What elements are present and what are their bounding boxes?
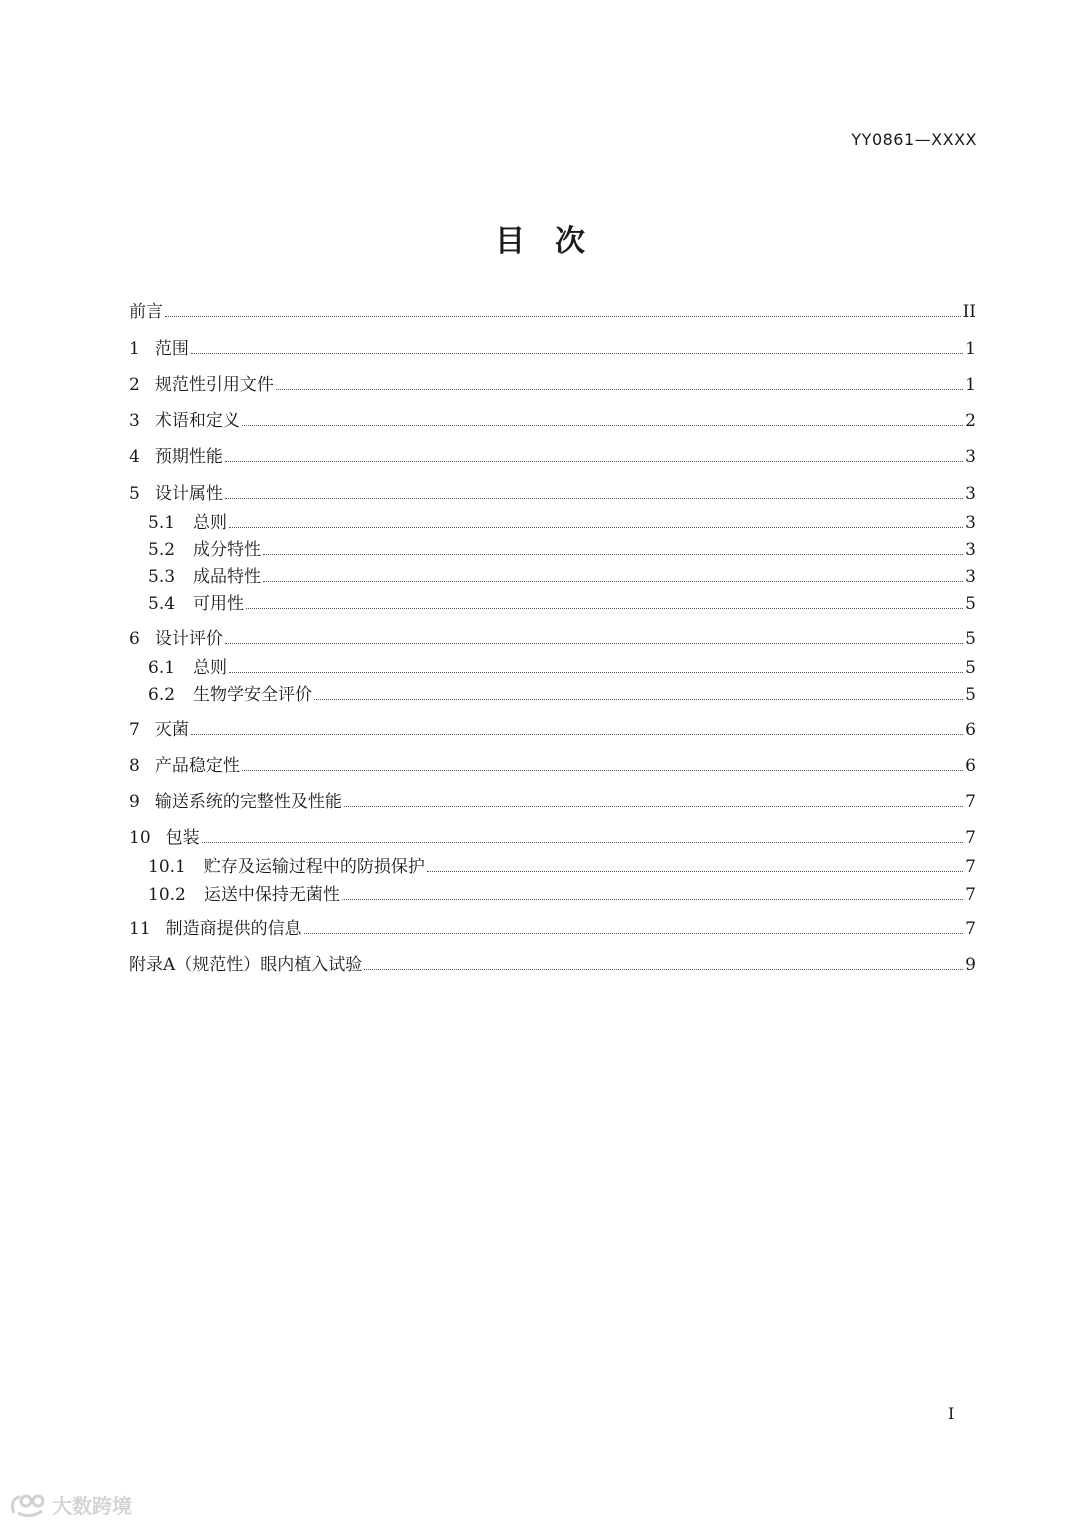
toc-entry-label: 前言 — [129, 302, 163, 322]
dot-leader — [246, 608, 963, 609]
toc-entry-label: 灭菌 — [154, 720, 189, 740]
dot-leader — [225, 643, 963, 644]
dot-leader — [165, 316, 961, 317]
dot-leader — [344, 806, 963, 807]
toc-entry[interactable] — [129, 913, 976, 939]
dot-leader — [225, 498, 963, 499]
toc-entry-page: 6 — [965, 720, 976, 740]
toc-entry[interactable] — [129, 623, 976, 649]
dot-leader — [263, 581, 963, 582]
toc-title: 目 次 — [495, 224, 585, 259]
toc-entry[interactable] — [148, 561, 976, 587]
toc-entry-label: 输送系统的完整性及性能 — [154, 792, 342, 812]
toc-entry-number: 5.1 — [148, 513, 176, 533]
toc-entry-number: 8 — [129, 756, 140, 776]
toc-entry-label: 总则 — [193, 513, 228, 533]
dot-leader — [225, 461, 963, 462]
toc-entry[interactable] — [129, 822, 976, 848]
toc-entry-number: 7 — [129, 720, 140, 740]
toc-entry-number: 1 — [129, 339, 140, 359]
toc-entry-page: 6 — [965, 756, 976, 776]
toc-entry-number: 10 — [129, 828, 151, 848]
toc-entry-page: II — [962, 302, 976, 322]
toc-entry[interactable] — [129, 750, 976, 776]
toc-entry[interactable] — [129, 949, 976, 975]
toc-entry[interactable] — [148, 879, 976, 905]
toc-entry-number: 11 — [129, 919, 151, 939]
watermark-logo-icon — [8, 1491, 48, 1519]
watermark — [8, 1490, 132, 1519]
watermark-text: 大数跨境 — [52, 1494, 132, 1518]
toc-entry[interactable] — [148, 679, 976, 705]
toc-entry-label: 设计属性 — [154, 484, 223, 504]
toc-entry-page: 1 — [965, 375, 976, 395]
toc-entry[interactable] — [129, 405, 976, 431]
toc-entry[interactable] — [129, 478, 976, 504]
toc-entry[interactable] — [129, 441, 976, 467]
toc-entry[interactable] — [129, 333, 976, 359]
dot-leader — [191, 353, 963, 354]
toc-entry-label: 总则 — [193, 658, 228, 678]
toc-entry-label: 包装 — [165, 828, 200, 848]
toc-entry-number: 6.1 — [148, 658, 176, 678]
toc-entry-number: 6.2 — [148, 685, 176, 705]
toc-entry-label: 运送中保持无菌性 — [203, 885, 340, 905]
toc-entry[interactable] — [148, 588, 976, 614]
toc-entry-label: 生物学安全评价 — [193, 685, 313, 705]
toc-entry-number: 3 — [129, 411, 140, 431]
toc-entry-number: 5.2 — [148, 540, 176, 560]
dot-leader — [364, 969, 963, 970]
dot-leader — [427, 871, 963, 872]
toc-entry-number: 9 — [129, 792, 140, 812]
dot-leader — [191, 734, 963, 735]
toc-entry-page: 1 — [965, 339, 976, 359]
toc-entry-label: 可用性 — [193, 594, 245, 614]
toc-entry[interactable] — [148, 507, 976, 533]
toc-entry-label: 成品特性 — [193, 567, 262, 587]
toc-entry-number: 2 — [129, 375, 140, 395]
toc-entry-page: 3 — [965, 484, 976, 504]
dot-leader — [342, 899, 963, 900]
toc-entry-label: 贮存及运输过程中的防损保护 — [203, 857, 425, 877]
dot-leader — [202, 842, 964, 843]
dot-leader — [304, 933, 964, 934]
toc-entry-label: 术语和定义 — [154, 411, 240, 431]
toc-entry-number: 5 — [129, 484, 140, 504]
dot-leader — [314, 699, 963, 700]
toc-entry-number: 5.3 — [148, 567, 176, 587]
toc-entry-label: 附录A（规范性）眼内植入试验 — [129, 955, 363, 975]
toc-entry-number: 10.2 — [148, 885, 186, 905]
dot-leader — [263, 554, 963, 555]
dot-leader — [242, 770, 963, 771]
toc-entry-page: 7 — [965, 828, 976, 848]
toc-entry-label: 规范性引用文件 — [154, 375, 274, 395]
dot-leader — [242, 425, 963, 426]
toc-entry-page: 3 — [965, 567, 976, 587]
page-number: I — [948, 1404, 955, 1423]
toc-entry-page: 5 — [965, 594, 976, 614]
toc-entry[interactable] — [129, 714, 976, 740]
toc-entry-label: 设计评价 — [154, 629, 223, 649]
toc-entry[interactable] — [148, 534, 976, 560]
toc-entry-number: 5.4 — [148, 594, 176, 614]
toc-entry-label: 成分特性 — [193, 540, 262, 560]
toc-entry-page: 7 — [965, 857, 976, 877]
dot-leader — [276, 389, 963, 390]
dot-leader — [229, 527, 963, 528]
toc-entry-label: 预期性能 — [154, 447, 223, 467]
toc-entry-page: 5 — [965, 658, 976, 678]
toc-entry[interactable] — [148, 851, 976, 877]
toc-entry-page: 7 — [965, 919, 976, 939]
toc-entry[interactable] — [129, 296, 976, 322]
toc-entry[interactable] — [129, 369, 976, 395]
toc-entry-page: 3 — [965, 447, 976, 467]
toc-entry-label: 范围 — [154, 339, 189, 359]
toc-entry-number: 4 — [129, 447, 140, 467]
toc-entry-label: 产品稳定性 — [154, 756, 240, 776]
toc-entry-number: 6 — [129, 629, 140, 649]
toc-entry-number: 10.1 — [148, 857, 186, 877]
toc-entry-page: 7 — [965, 885, 976, 905]
toc-entry-page: 7 — [965, 792, 976, 812]
toc-entry-page: 3 — [965, 513, 976, 533]
toc-entry-page: 9 — [965, 955, 976, 975]
toc-entry-page: 2 — [965, 411, 976, 431]
toc-entry-page: 3 — [965, 540, 976, 560]
toc-entry-page: 5 — [965, 685, 976, 705]
toc-entry-label: 制造商提供的信息 — [165, 919, 302, 939]
dot-leader — [229, 672, 963, 673]
toc-entry-page: 5 — [965, 629, 976, 649]
toc-entry[interactable] — [148, 652, 976, 678]
document-code: YY0861—XXXX — [851, 130, 977, 149]
toc-entry[interactable] — [129, 786, 976, 812]
